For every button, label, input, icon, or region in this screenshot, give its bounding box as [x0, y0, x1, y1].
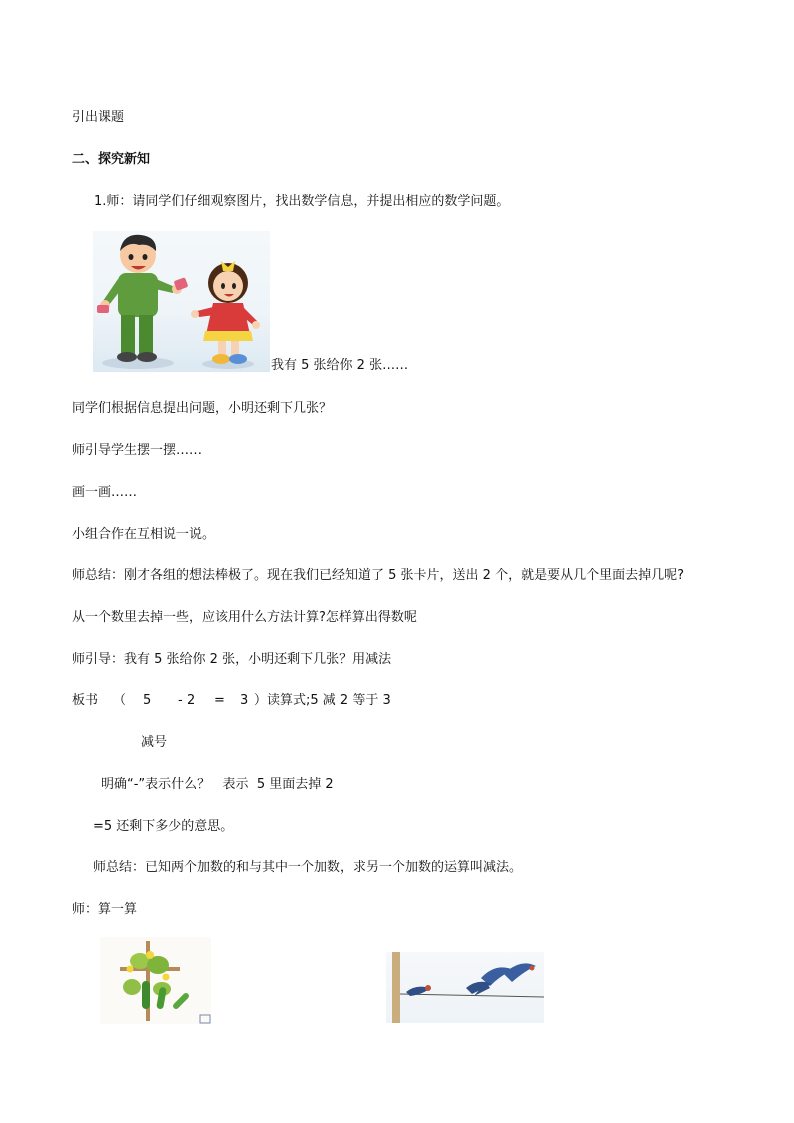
intro-text: 引出课题	[72, 110, 125, 125]
summary-2: 从一个数里去掉一些，应该用什么方法计算?怎样算出得数呢	[72, 610, 417, 625]
summary-3: 师总结：已知两个加数的和与其中一个加数，求另一个加数的运算叫减法。	[93, 860, 523, 875]
guide-text: 师引导学生摆一摆……	[72, 443, 203, 458]
image-caption: 我有 5 张给你 2 张……	[271, 358, 409, 373]
board-result: 3	[240, 693, 249, 708]
question-1: 1.师：请同学们仔细观察图片，找出数学信息，并提出相应的数学问题。	[94, 194, 510, 209]
clarify-text: 明确“-”表示什么？ 表示 5 里面去掉 2	[101, 777, 334, 792]
board-reading: 读算式;5 减 2 等于 3	[267, 693, 391, 708]
swallows-on-wire-illustration	[386, 952, 544, 1023]
board-subtrahend: 2	[187, 693, 196, 708]
guide-2: 师引导：我有 5 张给你 2 张，小明还剩下几张？用减法	[72, 652, 392, 667]
cucumber-vine-illustration	[100, 937, 211, 1024]
group-text: 小组合作在互相说一说。	[72, 527, 216, 542]
kids-illustration	[93, 231, 270, 372]
board-minus: -	[178, 693, 183, 708]
problem-question: 同学们根据信息提出问题，小明还剩下几张？	[72, 401, 333, 416]
section-heading: 二、探究新知	[72, 152, 151, 167]
calc-heading: 师：算一算	[72, 902, 138, 917]
draw-text: 画一画……	[72, 485, 138, 500]
minus-sign-label: 减号	[141, 735, 168, 750]
remain-text: =5 还剩下多少的意思。	[93, 819, 234, 834]
summary-1: 师总结：刚才各组的想法棒极了。现在我们已经知道了 5 张卡片，送出 2 个，就是要从几个里面去掉几呢?	[72, 568, 684, 583]
board-label: 板书	[72, 693, 99, 708]
board-equals: =	[214, 693, 225, 708]
board-close-paren: ）	[254, 693, 268, 708]
board-open-paren: （	[113, 693, 127, 708]
board-minuend: 5	[143, 693, 152, 708]
